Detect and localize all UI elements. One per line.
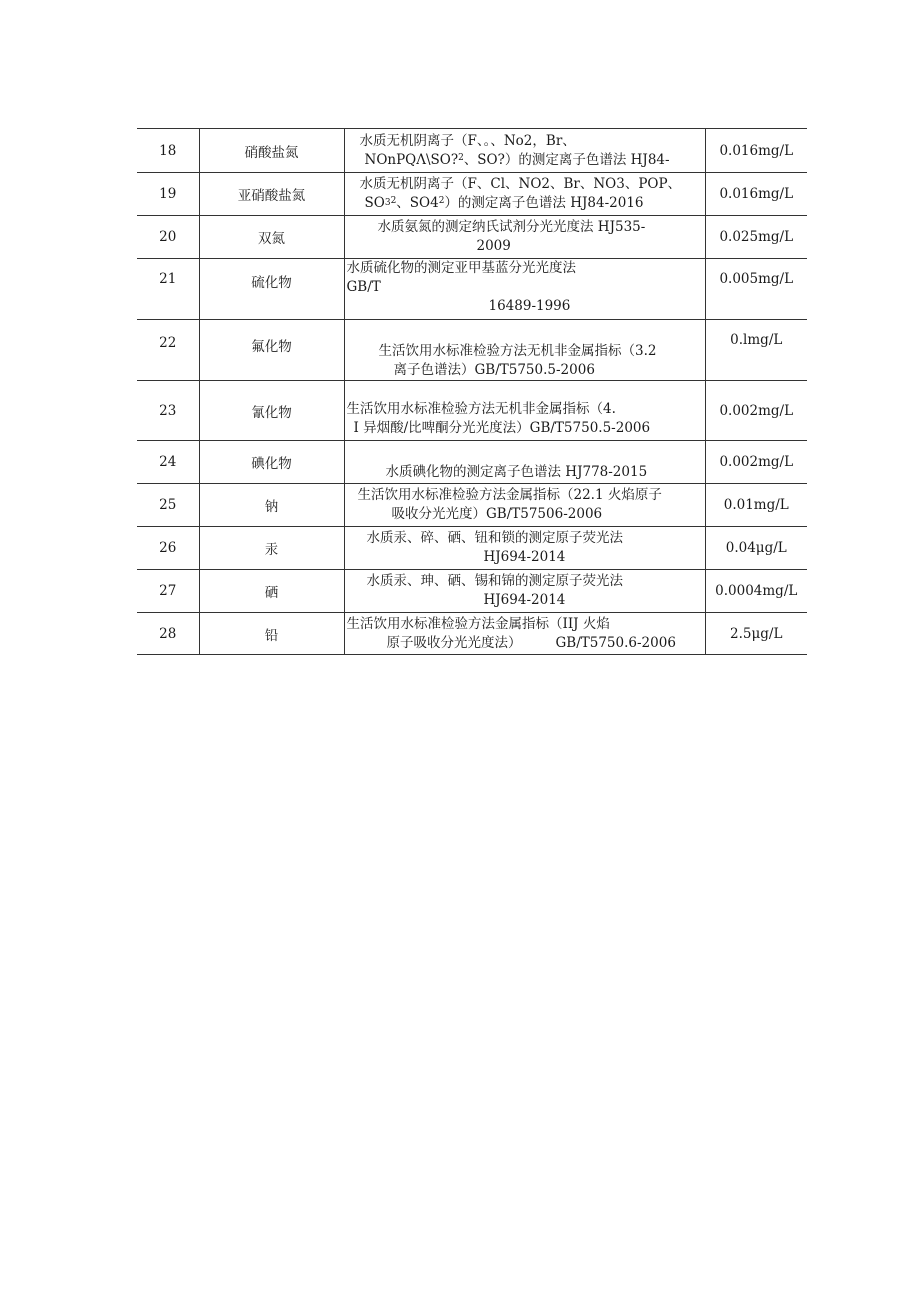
method-line: HJ694-2014 bbox=[483, 549, 566, 565]
method-line: 生活饮用水标准检验方法无机非金属指标（4. bbox=[346, 401, 616, 417]
parameter-name: 硝酸盐氮 bbox=[199, 129, 344, 173]
method-line: 16489-1996 bbox=[488, 298, 571, 314]
parameter-name: 氟化物 bbox=[199, 320, 344, 381]
detection-limit: 0.04μg/L bbox=[705, 527, 807, 570]
method-line: 2009 bbox=[476, 238, 511, 254]
table-row bbox=[137, 570, 807, 613]
method-cell bbox=[344, 129, 705, 173]
detection-limit: 0.016mg/L bbox=[705, 173, 807, 216]
parameter-name: 铅 bbox=[199, 613, 344, 655]
method-line: 原子吸收分光光度法） GB/T5750.6-2006 bbox=[386, 634, 676, 651]
method-line: HJ694-2014 bbox=[483, 592, 566, 608]
row-number: 28 bbox=[137, 613, 199, 655]
parameter-name: 硒 bbox=[199, 570, 344, 613]
method-cell bbox=[344, 216, 705, 259]
parameter-name: 亚硝酸盐氮 bbox=[199, 173, 344, 216]
method-cell bbox=[344, 381, 705, 441]
method-cell bbox=[344, 173, 705, 216]
detection-limit: 0.01mg/L bbox=[705, 484, 807, 527]
method-line: 水质汞、珅、硒、锡和锦的测定原子荧光法 bbox=[366, 573, 623, 589]
water-test-methods-table bbox=[137, 128, 807, 655]
parameter-name: 钠 bbox=[199, 484, 344, 527]
method-line: 离子色谱法）GB/T5750.5-2006 bbox=[393, 362, 595, 378]
detection-limit: 2.5μg/L bbox=[705, 613, 807, 655]
table-row bbox=[137, 441, 807, 484]
method-cell bbox=[344, 570, 705, 613]
method-line: GB/T bbox=[346, 279, 381, 295]
parameter-name: 碘化物 bbox=[199, 441, 344, 484]
method-line: $SO3^2$、$SO4^2$）的测定离子色谱法 HJ84-2016 bbox=[364, 195, 644, 211]
method-line: 生活饮用水标准检验方法金属指标（IIJ 火焰 bbox=[346, 615, 610, 632]
detection-limit: 0.025mg/L bbox=[705, 216, 807, 259]
method-line: 水质氨氮的测定纳氏试剂分光光度法 HJ535- bbox=[377, 219, 646, 235]
table-row bbox=[137, 381, 807, 441]
row-number: 23 bbox=[137, 381, 199, 441]
detection-limit: 0.0004mg/L bbox=[705, 570, 807, 613]
table-row bbox=[137, 613, 807, 655]
row-number: 21 bbox=[137, 259, 199, 320]
row-number: 19 bbox=[137, 173, 199, 216]
method-line: 水质碘化物的测定离子色谱法 HJ778-2015 bbox=[385, 464, 648, 480]
parameter-name: 汞 bbox=[199, 527, 344, 570]
row-number: 20 bbox=[137, 216, 199, 259]
method-line: 吸收分光光度）GB/T57506-2006 bbox=[391, 506, 603, 522]
method-line: I 异烟酸/比啤酮分光光度法）GB/T5750.5-2006 bbox=[353, 420, 651, 436]
detection-limit: 0.002mg/L bbox=[705, 441, 807, 484]
row-number: 18 bbox=[137, 129, 199, 173]
method-line: NOnPQΛ\SO?$^2$、SO?）的测定离子色谱法 HJ84- bbox=[364, 151, 670, 168]
detection-limit: 0.002mg/L bbox=[705, 381, 807, 441]
parameter-name: 硫化物 bbox=[199, 259, 344, 320]
method-line: 生活饮用水标准检验方法无机非金属指标（3.2 bbox=[378, 343, 657, 359]
method-cell bbox=[344, 441, 705, 484]
table-row bbox=[137, 320, 807, 381]
row-number: 27 bbox=[137, 570, 199, 613]
method-line: 水质无机阴离子（F、。、No2，Br、 bbox=[359, 132, 576, 149]
method-cell bbox=[344, 527, 705, 570]
row-number: 24 bbox=[137, 441, 199, 484]
table-row bbox=[137, 173, 807, 216]
method-cell bbox=[344, 320, 705, 381]
table-row bbox=[137, 216, 807, 259]
table-row bbox=[137, 527, 807, 570]
detection-limit: 0.005mg/L bbox=[705, 259, 807, 320]
table-row bbox=[137, 259, 807, 320]
table-row bbox=[137, 484, 807, 527]
parameter-name: 氰化物 bbox=[199, 381, 344, 441]
method-line: 水质无机阴离子（F、Cl、NO2、Br、NO3、POP、 bbox=[359, 176, 682, 192]
method-cell bbox=[344, 613, 705, 655]
row-number: 22 bbox=[137, 320, 199, 381]
parameter-name: 双氮 bbox=[199, 216, 344, 259]
method-line: 生活饮用水标准检验方法金属指标（22.1 火焰原子 bbox=[357, 487, 662, 503]
table-row bbox=[137, 129, 807, 173]
method-cell bbox=[344, 259, 705, 320]
detection-limit: 0.lmg/L bbox=[705, 320, 807, 381]
method-line: 水质硫化物的测定亚甲基蓝分光光度法 bbox=[346, 260, 576, 276]
detection-limit: 0.016mg/L bbox=[705, 129, 807, 173]
row-number: 25 bbox=[137, 484, 199, 527]
method-cell bbox=[344, 484, 705, 527]
method-line: 水质汞、碎、硒、钮和锁的测定原子荧光法 bbox=[366, 530, 623, 546]
row-number: 26 bbox=[137, 527, 199, 570]
